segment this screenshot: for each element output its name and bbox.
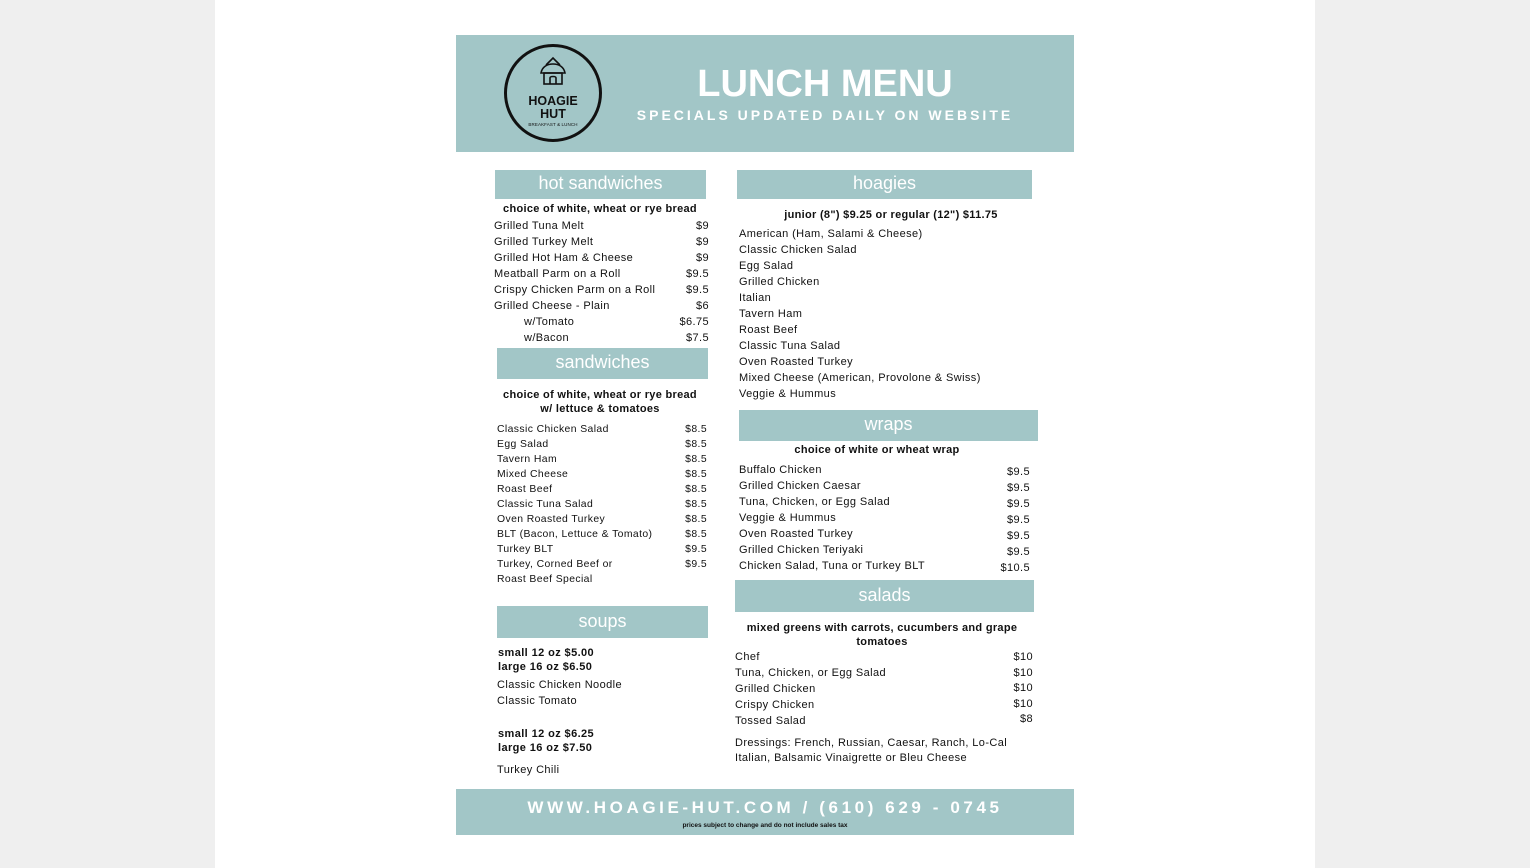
menu-item-price: $6.75 — [679, 316, 709, 328]
menu-item-name: Classic Tuna Salad — [739, 340, 841, 352]
hoagies-heading: hoagies — [737, 170, 1032, 199]
soups-heading: soups — [497, 606, 708, 638]
menu-item-price: $10 — [1013, 651, 1033, 663]
menu-item-name: Turkey, Corned Beef or — [497, 559, 613, 570]
menu-item-name: Tossed Salad — [735, 715, 806, 727]
menu-item-name: Chicken Salad, Tuna or Turkey BLT — [739, 560, 926, 572]
menu-item-price: $9.5 — [685, 284, 709, 296]
menu-item-name: Grilled Chicken — [735, 683, 816, 695]
menu-item-price: $9 — [695, 252, 709, 264]
menu-title: LUNCH MENU — [697, 63, 953, 105]
menu-item-name: Roast Beef — [497, 484, 553, 495]
footer-banner — [456, 789, 1074, 835]
menu-item-name: Grilled Chicken — [739, 276, 820, 288]
menu-item-name: Egg Salad — [497, 439, 549, 450]
menu-item-price: $9.5 — [1006, 466, 1030, 478]
menu-item-price: $10 — [1013, 667, 1033, 679]
salad-dressings-line1: Dressings: French, Russian, Caesar, Ranch, Lo-Cal — [735, 737, 1008, 749]
logo-name-line1: HOAGIE — [528, 94, 578, 108]
menu-item-name: Roast Beef — [739, 324, 798, 336]
menu-item-name: Tavern Ham — [497, 454, 558, 465]
menu-item-price: $6 — [695, 300, 709, 312]
menu-item-name: Turkey BLT — [497, 544, 554, 555]
salad-dressings-line2: Italian, Balsamic Vinaigrette or Bleu Cheese — [735, 752, 968, 764]
menu-item-name: Classic Tomato — [497, 695, 577, 707]
menu-item-name: BLT (Bacon, Lettuce & Tomato) — [497, 529, 653, 540]
menu-item-name: Classic Tuna Salad — [497, 499, 594, 510]
menu-item-price: $9.5 — [1006, 530, 1030, 542]
logo-name-line2: HUT — [540, 107, 566, 121]
menu-item-name: American (Ham, Salami & Cheese) — [739, 228, 923, 240]
logo — [504, 44, 602, 142]
soup-size-small: small 12 oz $6.25 — [498, 728, 595, 740]
menu-item-name: Roast Beef Special — [497, 574, 593, 585]
menu-item-price: $9.5 — [685, 268, 709, 280]
menu-item-name: Buffalo Chicken — [739, 464, 822, 476]
soup-size-small: small 12 oz $5.00 — [498, 647, 595, 659]
menu-item-price: $8 — [1019, 713, 1033, 725]
menu-subtitle: SPECIALS UPDATED DAILY ON WEBSITE — [636, 107, 1014, 123]
menu-item-name: Mixed Cheese (American, Provolone & Swiss) — [739, 372, 981, 384]
menu-item-name: Veggie & Hummus — [739, 512, 837, 524]
menu-item-name: Classic Chicken Noodle — [497, 679, 622, 691]
menu-item-name: Oven Roasted Turkey — [739, 528, 853, 540]
menu-item-price: $8.5 — [685, 469, 707, 480]
menu-item-name: Tuna, Chicken, or Egg Salad — [739, 496, 891, 508]
menu-item-name: Grilled Chicken Caesar — [739, 480, 861, 492]
menu-item-price: $9.5 — [1006, 546, 1030, 558]
menu-item-name: Egg Salad — [739, 260, 794, 272]
menu-item-price: $8.5 — [685, 499, 707, 510]
footer-disclaimer: prices subject to change and do not include sales tax — [682, 822, 848, 829]
menu-item-price: $8.5 — [685, 424, 707, 435]
header-banner — [456, 35, 1074, 152]
salads-note-line2: tomatoes — [856, 636, 908, 648]
menu-item-price: $10 — [1013, 698, 1033, 710]
menu-item-name: Turkey Chili — [497, 764, 560, 776]
menu-item-price: $9.5 — [685, 559, 707, 570]
menu-item-price: $9.5 — [685, 544, 707, 555]
menu-item-price: $10 — [1013, 682, 1033, 694]
salads-note-line1: mixed greens with carrots, cucumbers and grape — [746, 622, 1018, 634]
menu-item-name: Veggie & Hummus — [739, 388, 837, 400]
menu-item-name: Mixed Cheese — [497, 469, 569, 480]
menu-item-name: Chef — [735, 651, 760, 663]
sandwiches-note-line1: choice of white, wheat or rye bread — [503, 389, 697, 401]
menu-item-price: $9 — [695, 220, 709, 232]
menu-item-name: Oven Roasted Turkey — [739, 356, 853, 368]
menu-item-price: $7.5 — [685, 332, 709, 344]
menu-item-price: $9.5 — [1006, 482, 1030, 494]
wraps-note: choice of white or wheat wrap — [794, 444, 960, 456]
menu-item-price: $9 — [695, 236, 709, 248]
menu-item-price: $8.5 — [685, 529, 707, 540]
sandwiches-heading: sandwiches — [497, 348, 708, 379]
menu-item-name: w/Tomato — [524, 316, 575, 328]
menu-item-name: Crispy Chicken — [735, 699, 815, 711]
menu-item-name: Crispy Chicken Parm on a Roll — [494, 284, 656, 296]
menu-item-name: Tuna, Chicken, or Egg Salad — [735, 667, 887, 679]
hoagies-note: junior (8") $9.25 or regular (12") $11.75 — [784, 209, 998, 221]
menu-item-name: Meatball Parm on a Roll — [494, 268, 621, 280]
menu-item-name: Tavern Ham — [739, 308, 803, 320]
menu-item-price: $9.5 — [1006, 498, 1030, 510]
menu-item-name: Grilled Tuna Melt — [494, 220, 584, 232]
hot-sandwiches-note: choice of white, wheat or rye bread — [503, 203, 697, 215]
menu-item-price: $8.5 — [685, 484, 707, 495]
hut-icon — [537, 56, 569, 86]
hot-sandwiches-heading: hot sandwiches — [495, 170, 706, 199]
menu-item-name: Oven Roasted Turkey — [497, 514, 606, 525]
menu-item-name: w/Bacon — [524, 332, 569, 344]
sandwiches-note-line2: w/ lettuce & tomatoes — [540, 403, 660, 415]
menu-item-price: $10.5 — [1000, 562, 1030, 574]
salads-heading: salads — [735, 580, 1034, 612]
menu-item-price: $8.5 — [685, 514, 707, 525]
footer-contact: WWW.HOAGIE-HUT.COM / (610) 629 - 0745 — [527, 798, 1003, 817]
menu-item-name: Classic Chicken Salad — [739, 244, 857, 256]
wraps-heading: wraps — [739, 410, 1038, 441]
menu-item-name: Grilled Chicken Teriyaki — [739, 544, 864, 556]
menu-item-price: $8.5 — [685, 439, 707, 450]
menu-item-name: Grilled Turkey Melt — [494, 236, 594, 248]
menu-item-name: Italian — [739, 292, 772, 304]
soup-size-large: large 16 oz $6.50 — [498, 661, 593, 673]
menu-item-name: Grilled Hot Ham & Cheese — [494, 252, 634, 264]
menu-item-price: $9.5 — [1006, 514, 1030, 526]
menu-item-name: Grilled Cheese - Plain — [494, 300, 610, 312]
menu-page — [215, 0, 1315, 868]
menu-item-price: $8.5 — [685, 454, 707, 465]
soup-size-large: large 16 oz $7.50 — [498, 742, 593, 754]
menu-item-name: Classic Chicken Salad — [497, 424, 609, 435]
logo-tagline: BREAKFAST & LUNCH — [528, 122, 578, 127]
